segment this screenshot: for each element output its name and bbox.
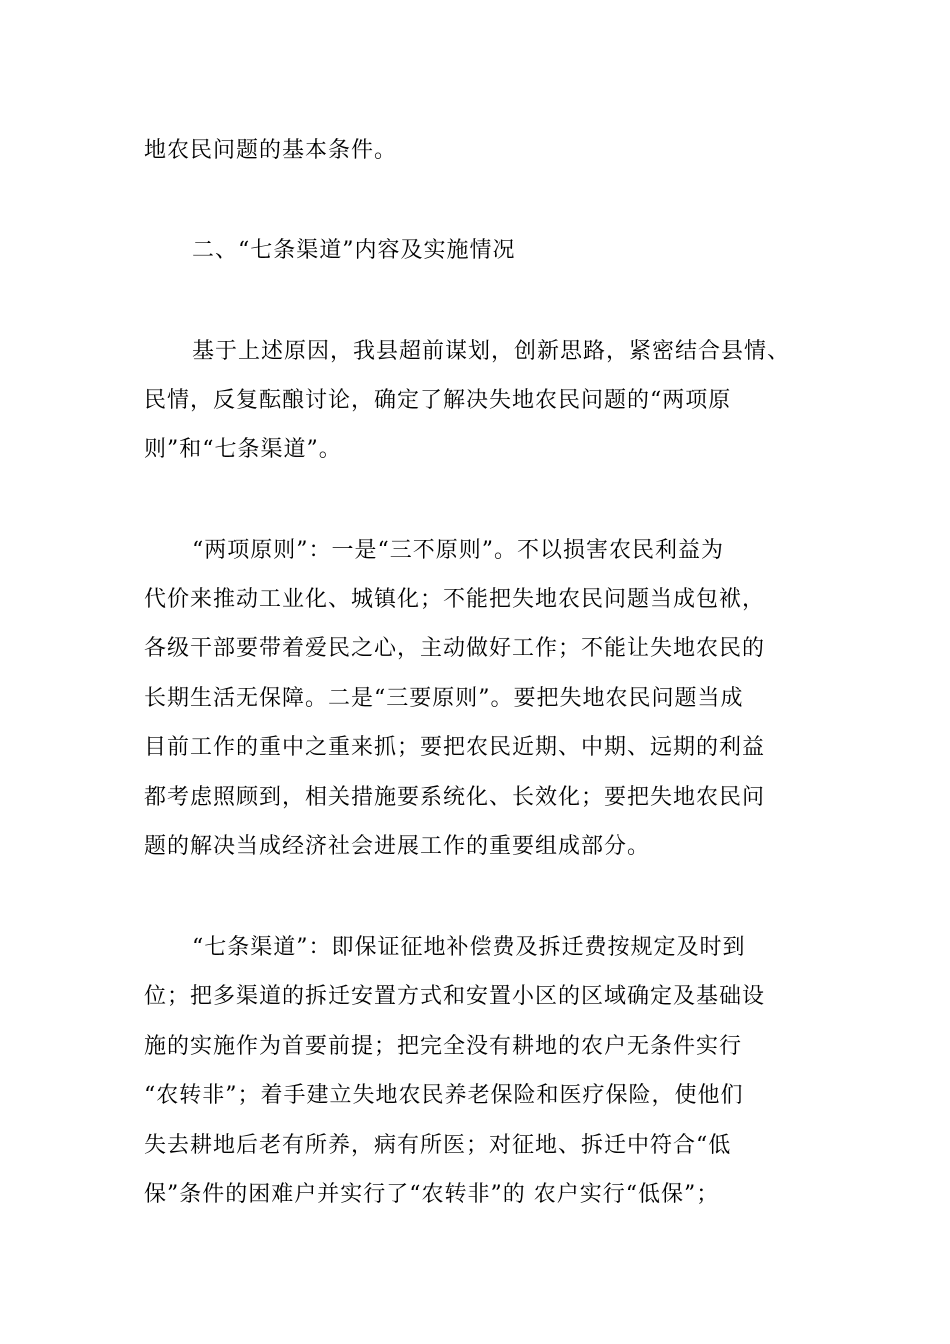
paragraph-line: 位；把多渠道的拆迁安置方式和安置小区的区域确定及基础设 <box>144 984 766 1009</box>
paragraph-line: 基于上述原因，我县超前谋划，创新思路，紧密结合县情、 <box>192 339 791 364</box>
paragraph-line: “农转非”；着手建立失地农民养老保险和医疗保险，使他们 <box>144 1083 744 1108</box>
section-heading: 二、“七条渠道”内容及实施情况 <box>192 238 516 263</box>
paragraph-line: “七条渠道”：即保证征地补偿费及拆迁费按规定及时到 <box>192 935 746 960</box>
paragraph-line: 题的解决当成经济社会进展工作的重要组成部分。 <box>144 834 651 859</box>
paragraph-line: 民情，反复酝酿讨论，确定了解决失地农民问题的“两项原 <box>144 388 732 413</box>
paragraph-line: 长期生活无保障。二是“三要原则”。要把失地农民问题当成 <box>144 686 744 711</box>
paragraph-line: 目前工作的重中之重来抓；要把农民近期、中期、远期的利益 <box>144 735 766 760</box>
paragraph-line: 保”条件的困难户并实行了“农转非”的 农户实行“低保”； <box>144 1182 720 1207</box>
paragraph-line: 施的实施作为首要前提；把完全没有耕地的农户无条件实行 <box>144 1034 743 1059</box>
paragraph-line: 都考虑照顾到，相关措施要系统化、长效化；要把失地农民问 <box>144 785 766 810</box>
paragraph-line: 各级干部要带着爱民之心，主动做好工作；不能让失地农民的 <box>144 636 766 661</box>
paragraph-line: 则”和“七条渠道”。 <box>144 437 342 462</box>
paragraph-line: “两项原则”：一是“三不原则”。不以损害农民利益为 <box>192 538 724 563</box>
paragraph-line: 地农民问题的基本条件。 <box>144 138 398 163</box>
paragraph-line: 失去耕地后老有所养，病有所医；对征地、拆迁中符合“低 <box>144 1133 732 1158</box>
paragraph-line: 代价来推动工业化、城镇化；不能把失地农民问题当成包袱， <box>144 587 766 612</box>
